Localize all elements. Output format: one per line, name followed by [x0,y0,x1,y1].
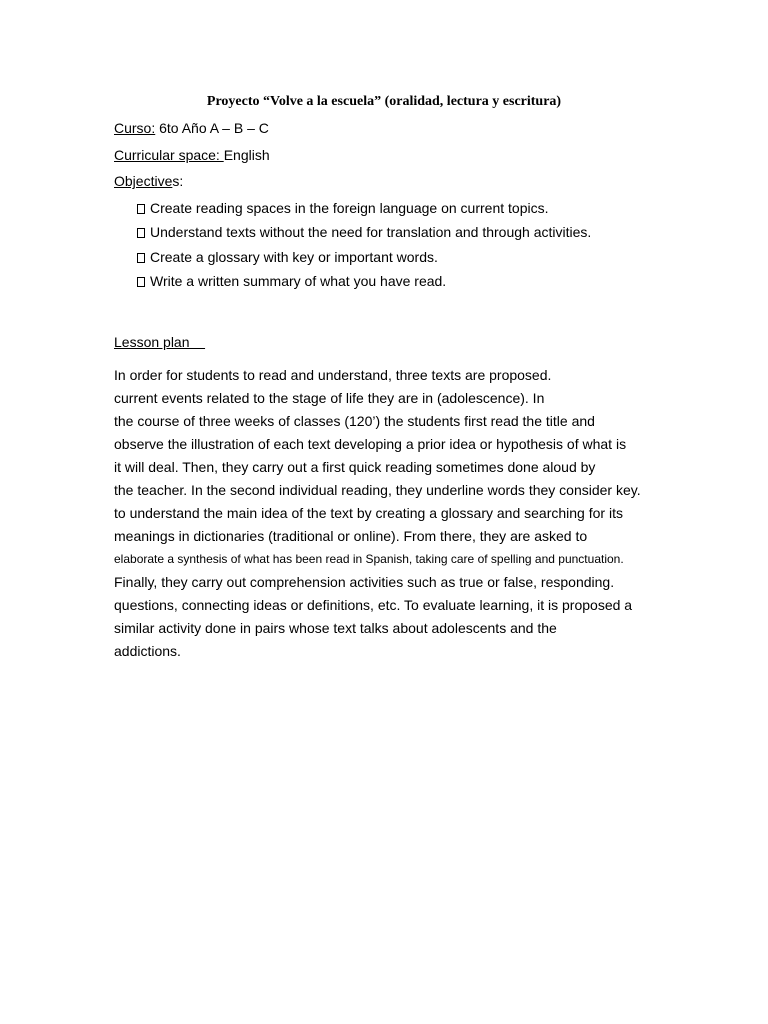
objective-item [137,199,548,217]
bullet-box-icon [137,277,145,287]
bullet-box-icon [137,253,145,263]
course-label: Curso: [114,120,156,136]
paragraph-line: current events related to the stage of life they are in (adolescence). In [114,390,545,406]
course-value: 6to Año A – B – C [155,120,269,136]
paragraph-line: In order for students to read and understand, three texts are proposed. [114,367,552,383]
paragraph-line: to understand the main idea of the text by creating a glossary and searching for its [114,505,623,521]
objective-text: Create a glossary with key or important words. [150,249,438,265]
lesson-plan-heading: Lesson plan [114,334,206,350]
course-line [114,119,269,137]
lesson-plan-heading-line [114,333,205,351]
objective-item [137,272,446,290]
objective-text: Understand texts without the need for translation and through activities. [150,224,592,240]
paragraph-line: the teacher. In the second individual reading, they underline words they consider key. [114,482,641,498]
objective-text: Create reading spaces in the foreign language on current topics. [150,200,549,216]
paragraph-line: similar activity done in pairs whose text talks about adolescents and the [114,620,557,636]
bullet-box-icon [137,228,145,238]
objective-item [137,248,438,266]
curricular-space-line [114,146,270,164]
paragraph-line: Finally, they carry out comprehension activities such as true or false, responding. [114,574,615,590]
objective-text: Write a written summary of what you have read. [150,273,447,289]
objective-item [137,223,591,241]
objectives-label-tail: s: [172,173,184,189]
bullet-box-icon [137,204,145,214]
document-title: Proyecto “Volve a la escuela” (oralidad, lectura y escritura) [206,94,562,109]
curricular-space-label: Curricular space: [114,147,224,163]
paragraph-line: meanings in dictionaries (traditional or online). From there, they are asked to [114,528,588,544]
paragraph-line: observe the illustration of each text developing a prior idea or hypothesis of what is [114,436,627,452]
paragraph-line: elaborate a synthesis of what has been read in Spanish, taking care of spelling and punctuation. [114,552,624,566]
paragraph-line: it will deal. Then, they carry out a first quick reading sometimes done aloud by [114,459,596,475]
curricular-space-value: English [223,147,270,163]
paragraph-line: questions, connecting ideas or definitions, etc. To evaluate learning, it is proposed a [114,597,633,613]
objectives-label: Objective [114,173,173,189]
objectives-line [114,172,183,190]
lesson-plan-paragraph [114,366,674,665]
paragraph-line: addictions. [114,643,181,659]
paragraph-line: the course of three weeks of classes (120’) the students first read the title and [114,413,595,429]
